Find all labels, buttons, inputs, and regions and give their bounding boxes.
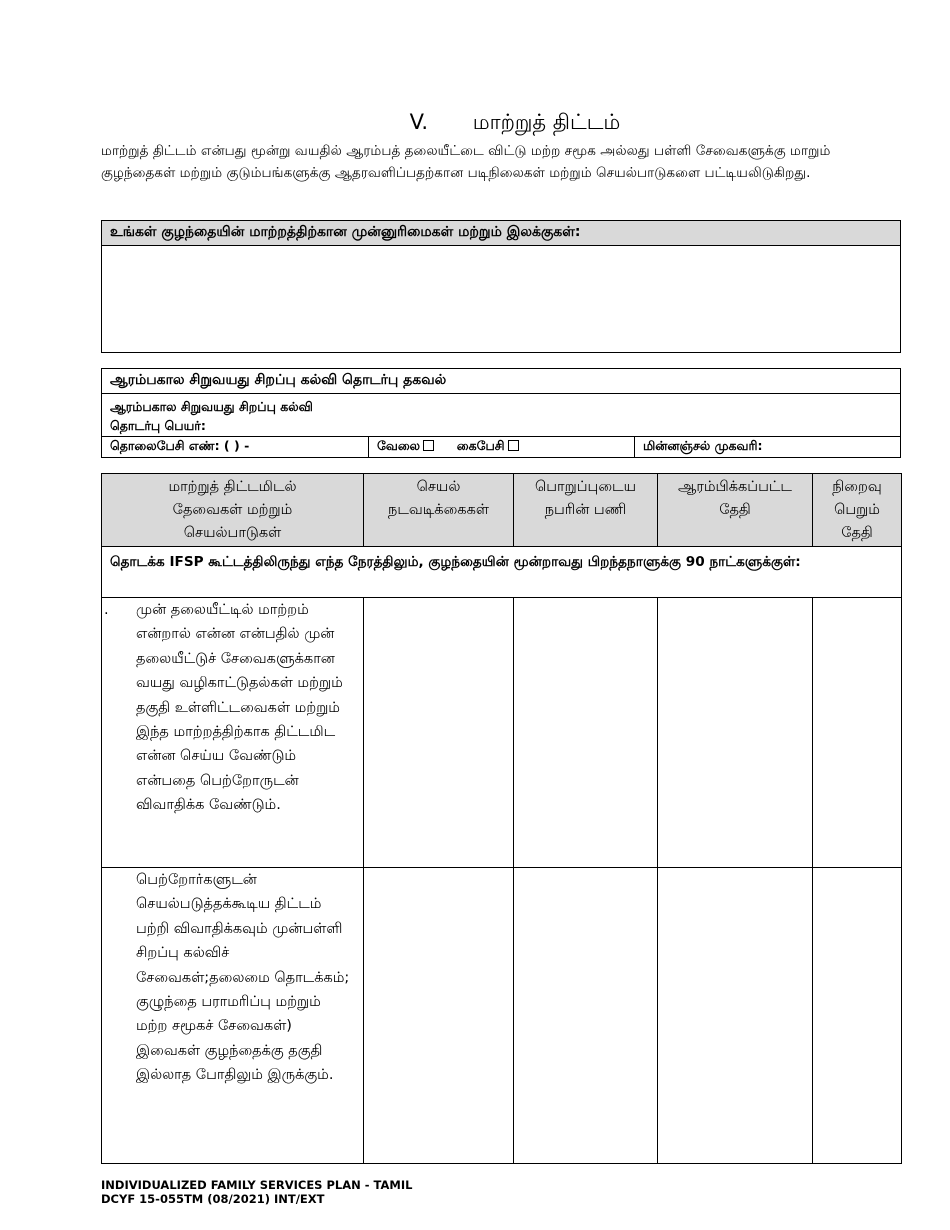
action-steps-cell[interactable] [364, 598, 514, 868]
list-marker: . [104, 602, 109, 618]
transition-plan-table [101, 473, 902, 1164]
contact-details-row [102, 437, 900, 457]
table-row [102, 598, 902, 868]
page-footer [101, 1178, 412, 1206]
header-planning-needs: மாற்றுத் திட்டமிடல் தேவைகள் மற்றும் செயல்பாடுகள் [102, 474, 364, 547]
priorities-input-area[interactable] [102, 246, 900, 351]
section-number: V. [409, 110, 429, 134]
cell-checkbox[interactable] [508, 440, 519, 451]
section-heading [0, 110, 950, 137]
task-text: பெற்றோர்களுடன் செயல்படுத்தக்கூடிய திட்டம் பற்றி விவாதிக்கவும் முன்பள்ளி சிறப்பு கல்விச் சேவைகள்;தலைமை தொடக்கம்; குழுந்தை பராமரிப்பு மற்றும் மற்ற சமூகச் சேவைகள்) இவைகள் குழந்தைக்கு தகுதி இல்லாத போதிலும் இருக்கும். [136, 872, 350, 1084]
completion-date-cell[interactable] [813, 868, 902, 1164]
section-row [102, 547, 902, 598]
footer-form-number: DCYF 15-055TM (08/2021) INT/EXT [101, 1192, 325, 1206]
table-row [102, 868, 902, 1164]
footer-form-title: INDIVIDUALIZED FAMILY SERVICES PLAN - TAMIL [101, 1178, 413, 1192]
responsible-person-cell[interactable] [514, 598, 658, 868]
header-responsible-person: பொறுப்புடைய நபரின் பணி [514, 474, 658, 547]
priorities-header: உங்கள் குழந்தையின் மாற்றத்திற்கான முன்னுரிமைகள் மற்றும் இலக்குகள்: [102, 221, 900, 246]
completion-date-cell[interactable] [813, 598, 902, 868]
intro-paragraph: மாற்றுத் திட்டம் என்பது மூன்று வயதில் ஆரம்பத் தலையீட்டை விட்டு மற்ற சமூக அல்லது பள்ளி சேவைகளுக்கு மாறும் குழந்தைகள் மற்றும் குடும்பங்களுக்கு ஆதரவளிப்பதற்கான படிநிலைகள் மற்றும் செயல்பாடுகளை பட்டியலிடுகிறது. [101, 143, 831, 181]
phone-type-field [369, 437, 635, 457]
page-title: மாற்றுத் திட்டம் [472, 110, 621, 134]
email-field[interactable] [635, 437, 900, 457]
task-cell [102, 868, 364, 1164]
header-start-date: ஆரம்பிக்கப்பட்ட தேதி [658, 474, 813, 547]
cell-label: கைபேசி [456, 438, 505, 453]
start-date-cell[interactable] [658, 868, 813, 1164]
phone-field[interactable] [102, 437, 369, 457]
work-checkbox[interactable] [423, 440, 434, 451]
email-label: மின்னஞ்சல் முகவரி: [643, 438, 763, 453]
contact-name-label-1: ஆரம்பகால சிறுவயது சிறப்பு கல்வி [110, 399, 313, 414]
header-action-steps: செயல் நடவடிக்கைகள் [364, 474, 514, 547]
work-label: வேலை [377, 438, 421, 453]
start-date-cell[interactable] [658, 598, 813, 868]
task-text: முன் தலையீட்டில் மாற்றம் என்றால் என்ன என்பதில் முன் தலையீட்டுச் சேவைகளுக்கான வயது வழிகாட்டுதல்கள் மற்றும் தகுதி உள்ளிட்டவைகள் மற்றும் இந்த மாற்றத்திற்காக திட்டமிட என்ன செய்ய வேண்டும் என்பதை பெற்றோருடன் விவாதிக்க வேண்டும். [136, 602, 343, 814]
priorities-box [101, 220, 901, 353]
section-label: தொடக்க IFSP கூட்டத்திலிருந்து எந்த நேரத்திலும், குழந்தையின் மூன்றாவது பிறந்தநாளுக்கு 90 நாட்களுக்குள்: [102, 547, 902, 598]
ecse-contact-box [101, 368, 901, 458]
action-steps-cell[interactable] [364, 868, 514, 1164]
phone-label: தொலைபேசி எண்: ( ) - [110, 438, 250, 453]
contact-header: ஆரம்பகால சிறுவயது சிறப்பு கல்வி தொடர்பு தகவல் [102, 369, 900, 394]
contact-name-field[interactable] [102, 394, 900, 437]
header-completion-date: நிறைவு பெறும் தேதி [813, 474, 902, 547]
contact-name-label-2: தொடர்பு பெயர்: [110, 418, 206, 433]
responsible-person-cell[interactable] [514, 868, 658, 1164]
table-header-row [102, 474, 902, 547]
task-cell [102, 598, 364, 868]
